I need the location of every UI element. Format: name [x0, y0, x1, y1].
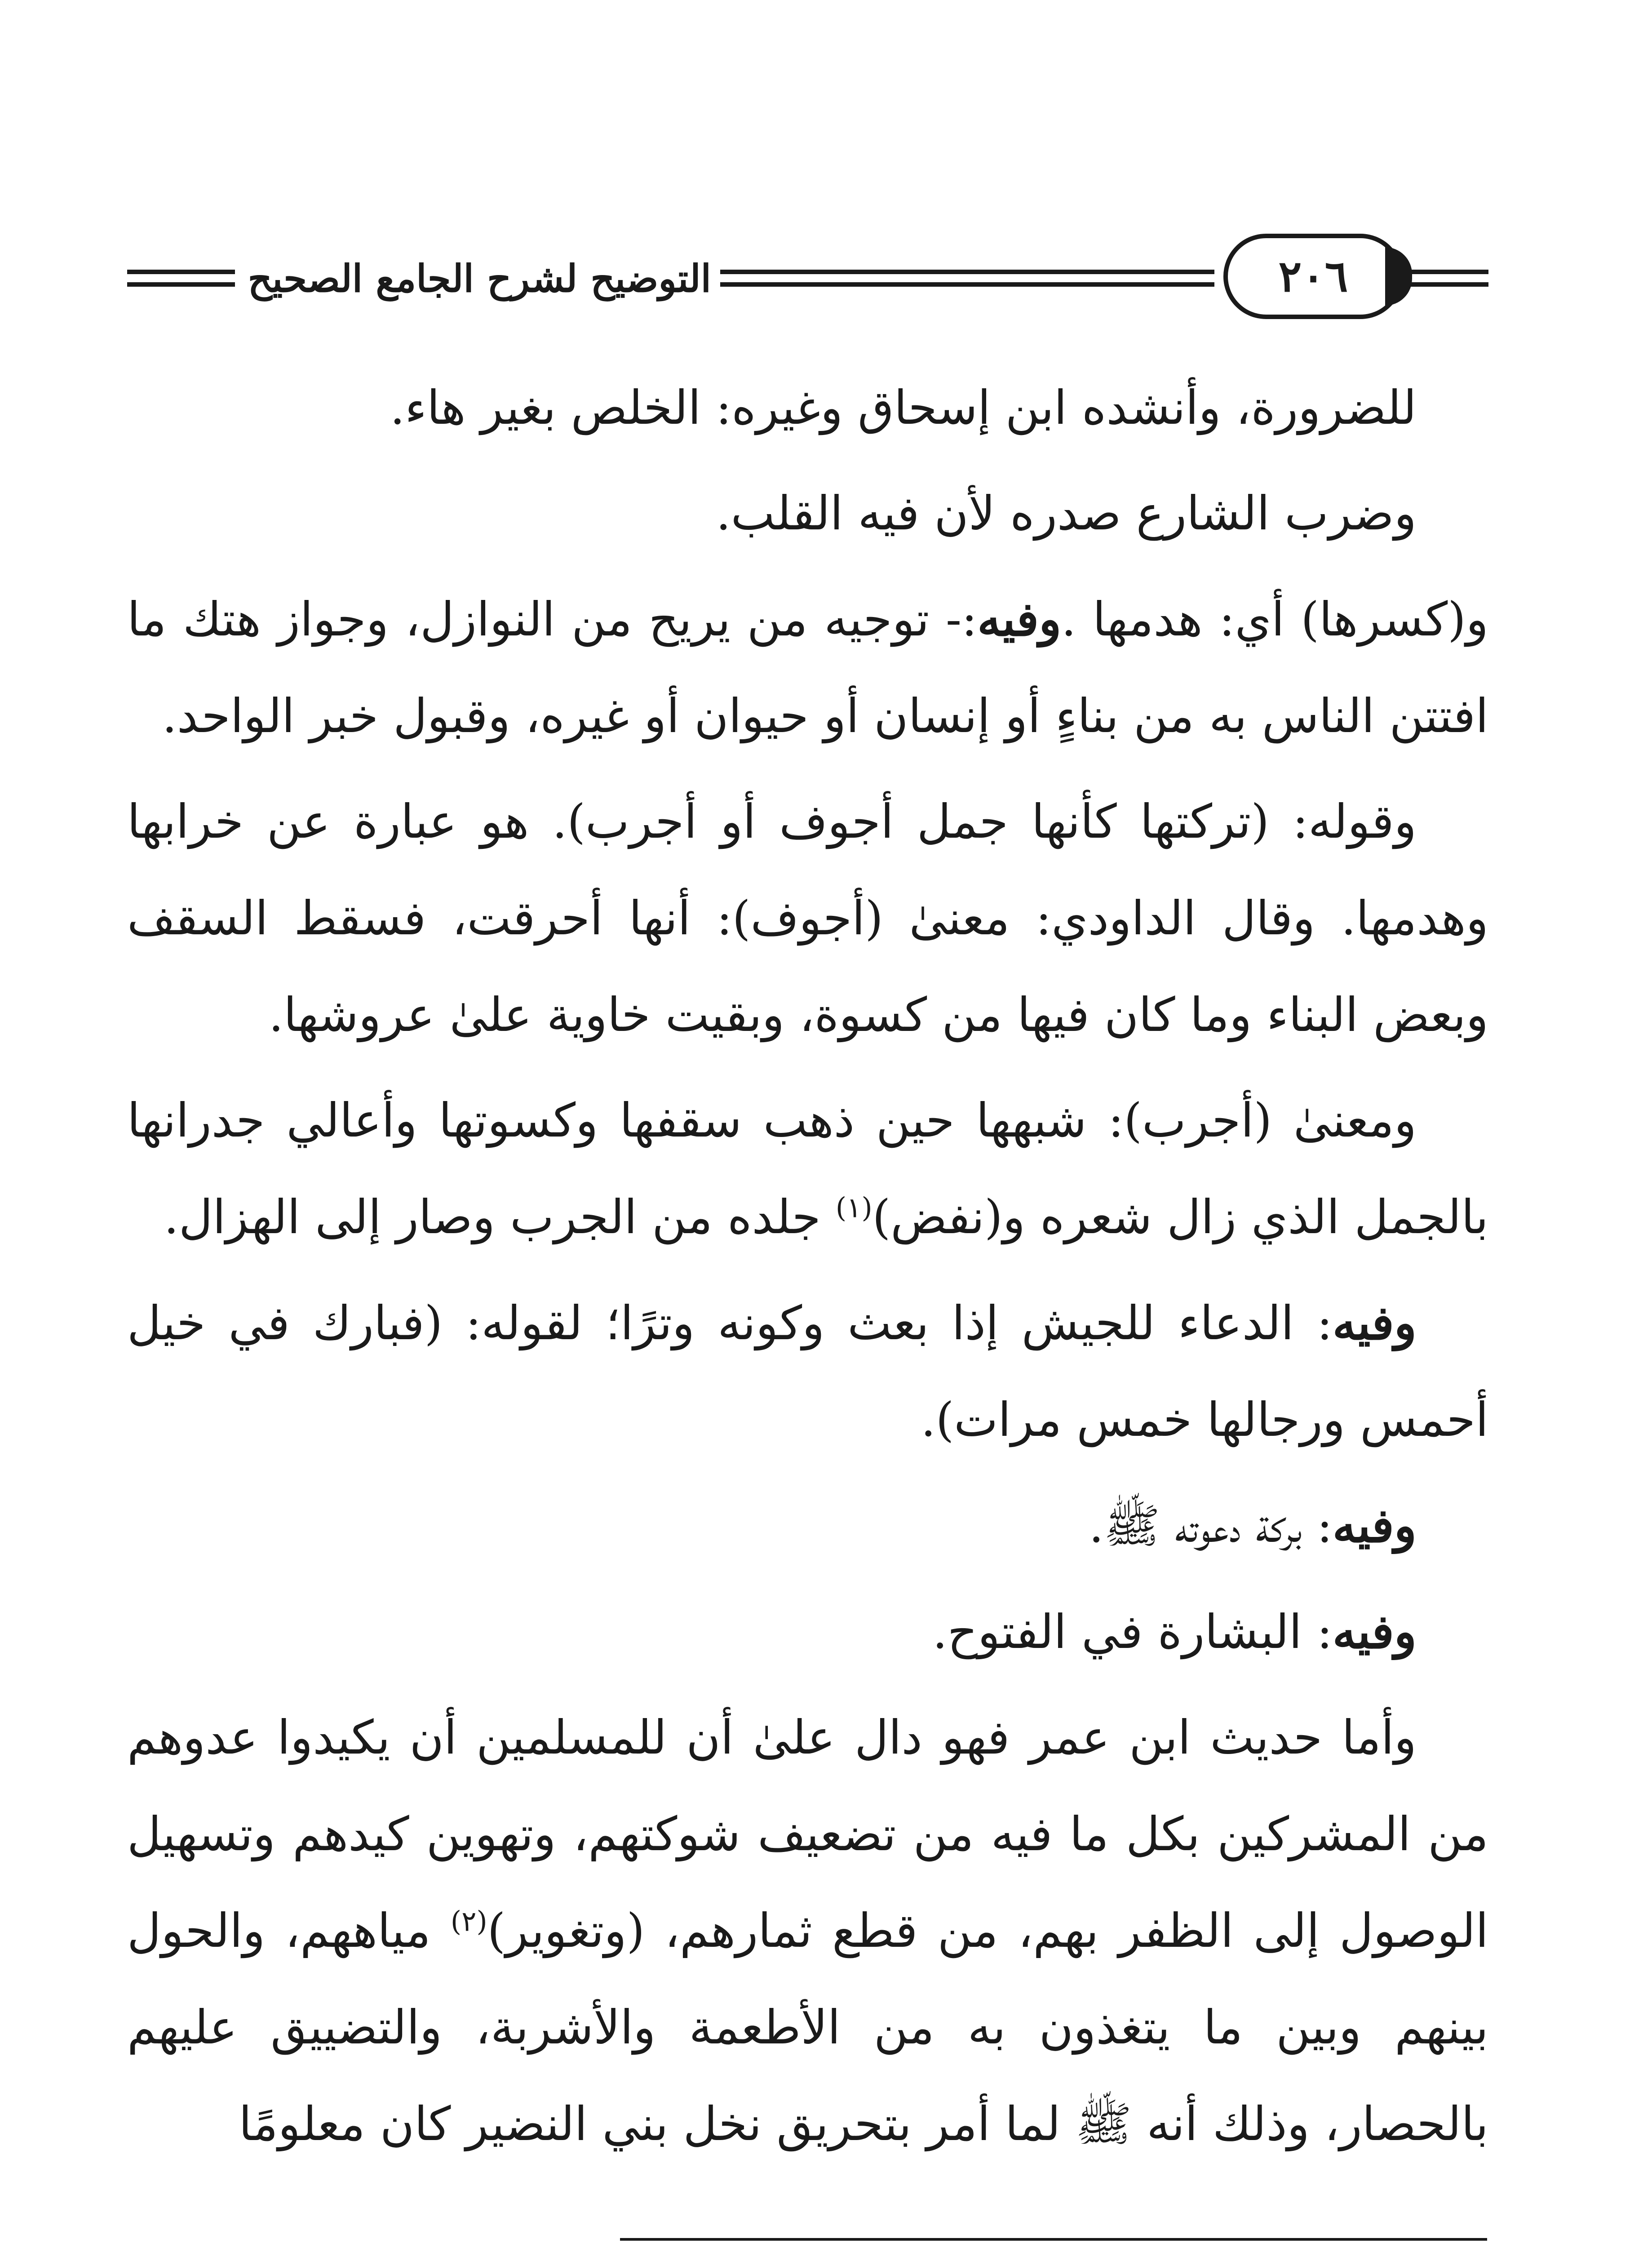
- keyword-feehi: وفيه: [1332, 1498, 1417, 1553]
- running-header: [127, 234, 1488, 324]
- page-number-badge: [1223, 234, 1403, 319]
- keyword-feehi: وفيه: [977, 591, 1062, 647]
- paragraph-8: وفيه: البشارة في الفتوح.: [932, 1604, 1417, 1659]
- paragraph-1: للضرورة، وأنشده ابن إسحاق وغيره: الخلص بغير هاء.: [390, 380, 1417, 435]
- paragraph-7: وفيه: بركة دعوته ﷺ.: [1089, 1498, 1417, 1553]
- footnote-ref-1: (١): [835, 1191, 873, 1224]
- paragraph-2: وضرب الشارع صدره لأن فيه القلب.: [716, 486, 1417, 541]
- paragraph-3: و(كسرها) أي: هدمها .وفيه:- توجيه من يريح من النوازل، وجواز هتك ما افتتن الناس به من بناءٍ أو إنسان أو حيوان أو غيره، وقبول خبر الواحد.: [127, 591, 1488, 743]
- paragraph-5: ومعنىٰ (أجرب): شبهها حين ذهب سقفها وكسوتها وأعالي جدرانها بالجمل الذي زال شعره و(نفض)$^{(١)}$ جلده من الجرب وصار إلى الهزال.: [127, 1093, 1488, 1244]
- paragraph-9: وأما حديث ابن عمر فهو دال علىٰ أن للمسلمين أن يكيدوا عدوهم من المشركين بكل ما فيه من تضعيف شوكتهم، وتهوين كيدهم وتسهيل الوصول إلى الظفر بهم، من قطع ثمارهم، (وتغوير)$^{(٢)}$ مياههم، والحول بينهم وبين ما يتغذون به من الأطعمة والأشربة، والتضييق عليهم بالحصار، وذلك أنه ﷺ لما أمر بتحريق نخل بني النضير كان معلومًا: [127, 1710, 1488, 2151]
- header-rule-middle: [720, 270, 1214, 288]
- footnote-divider: [620, 2238, 1487, 2241]
- keyword-feehi: وفيه: [1332, 1604, 1417, 1659]
- footnote-ref-2: (٢): [450, 1905, 487, 1938]
- paragraph-4: وقوله: (تركتها كأنها جمل أجوف أو أجرب). هو عبارة عن خرابها وهدمها. وقال الداودي: معنىٰ (أجوف): أنها أحرقت، فسقط السقف وبعض البناء وما كان فيها من كسوة، وبقيت خاوية علىٰ عروشها.: [127, 794, 1488, 1042]
- header-rule-right: [1408, 270, 1488, 288]
- page-number: ٢٠٦: [1278, 251, 1348, 302]
- main-text: [127, 360, 1488, 2238]
- keyword-feehi: وفيه: [1332, 1295, 1417, 1350]
- header-rule-left: [127, 270, 235, 288]
- running-title: التوضيح لشرح الجامع الصحيح: [248, 256, 711, 301]
- paragraph-6: وفيه: الدعاء للجيش إذا بعث وكونه وترًا؛ لقوله: (فبارك في خيل أحمس ورجالها خمس مرات).: [127, 1295, 1488, 1447]
